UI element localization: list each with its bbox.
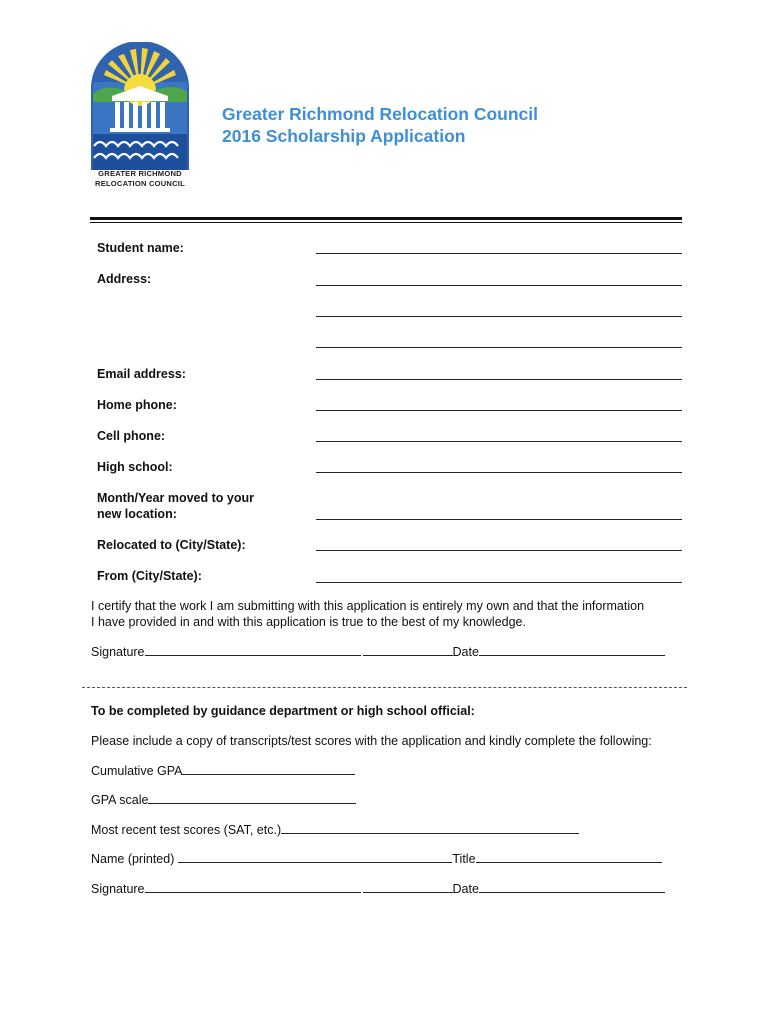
moved-date-field[interactable] — [316, 519, 682, 520]
address-field-line1[interactable] — [316, 285, 682, 286]
official-signature-extra-field[interactable] — [363, 881, 453, 893]
from-label: From (City/State): — [97, 569, 202, 583]
certification-line2: I have provided in and with this application is true to the best of my knowledge. — [91, 615, 526, 629]
student-signature-extra-field[interactable] — [363, 644, 453, 656]
header-divider-thick — [90, 217, 682, 220]
test-scores-row — [91, 822, 579, 837]
section-divider — [82, 687, 687, 688]
home-phone-label: Home phone: — [97, 398, 177, 412]
address-field-line3[interactable] — [316, 347, 682, 348]
gpa-scale-label: GPA scale — [91, 793, 149, 807]
gpa-scale-row — [91, 792, 356, 807]
header-divider-thin — [90, 222, 682, 223]
gpa-label: Cumulative GPA — [91, 764, 183, 778]
test-scores-label: Most recent test scores (SAT, etc.) — [91, 823, 282, 837]
official-signature-row — [91, 881, 665, 896]
official-name-row — [91, 851, 662, 866]
council-emblem-icon — [88, 42, 192, 170]
from-field[interactable] — [316, 582, 682, 583]
guidance-heading: To be completed by guidance department or high school official: — [91, 704, 475, 718]
gpa-scale-field[interactable] — [148, 792, 356, 804]
relocated-to-field[interactable] — [316, 550, 682, 551]
student-name-field[interactable] — [316, 253, 682, 254]
page-subtitle: 2016 Scholarship Application — [222, 126, 466, 146]
cell-phone-field[interactable] — [316, 441, 682, 442]
moved-date-label-line1: Month/Year moved to your — [97, 491, 254, 505]
official-title-label: Title — [452, 852, 476, 866]
relocated-to-label: Relocated to (City/State): — [97, 538, 246, 552]
logo-text-line2: RELOCATION COUNCIL — [95, 179, 185, 188]
student-date-label: Date — [452, 645, 479, 659]
home-phone-field[interactable] — [316, 410, 682, 411]
student-signature-field[interactable] — [145, 644, 361, 656]
address-label: Address: — [97, 272, 152, 286]
guidance-instructions: Please include a copy of transcripts/test scores with the application and kindly complete the following: — [91, 734, 652, 748]
logo-text-line1: GREATER RICHMOND — [98, 169, 182, 178]
certification-line1: I certify that the work I am submitting with this application is entirely my own and that the information — [91, 599, 645, 613]
student-signature-row — [91, 644, 665, 659]
official-signature-label: Signature — [91, 882, 145, 896]
gpa-field[interactable] — [182, 763, 355, 775]
official-date-field[interactable] — [479, 881, 665, 893]
student-signature-label: Signature — [91, 645, 145, 659]
address-field-line2[interactable] — [316, 316, 682, 317]
moved-date-label-line2: new location: — [97, 507, 177, 521]
email-label: Email address: — [97, 367, 186, 381]
email-field[interactable] — [316, 379, 682, 380]
student-date-field[interactable] — [479, 644, 665, 656]
high-school-label: High school: — [97, 460, 173, 474]
official-date-label: Date — [452, 882, 479, 896]
official-title-field[interactable] — [476, 851, 662, 863]
student-name-label: Student name: — [97, 241, 184, 255]
test-scores-field[interactable] — [281, 822, 579, 834]
official-signature-field[interactable] — [145, 881, 361, 893]
gpa-row — [91, 763, 355, 778]
page-title: Greater Richmond Relocation Council — [222, 104, 539, 124]
name-printed-label: Name (printed) — [91, 852, 175, 866]
name-printed-field[interactable] — [178, 851, 452, 863]
cell-phone-label: Cell phone: — [97, 429, 166, 443]
council-logo — [88, 42, 192, 190]
high-school-field[interactable] — [316, 472, 682, 473]
